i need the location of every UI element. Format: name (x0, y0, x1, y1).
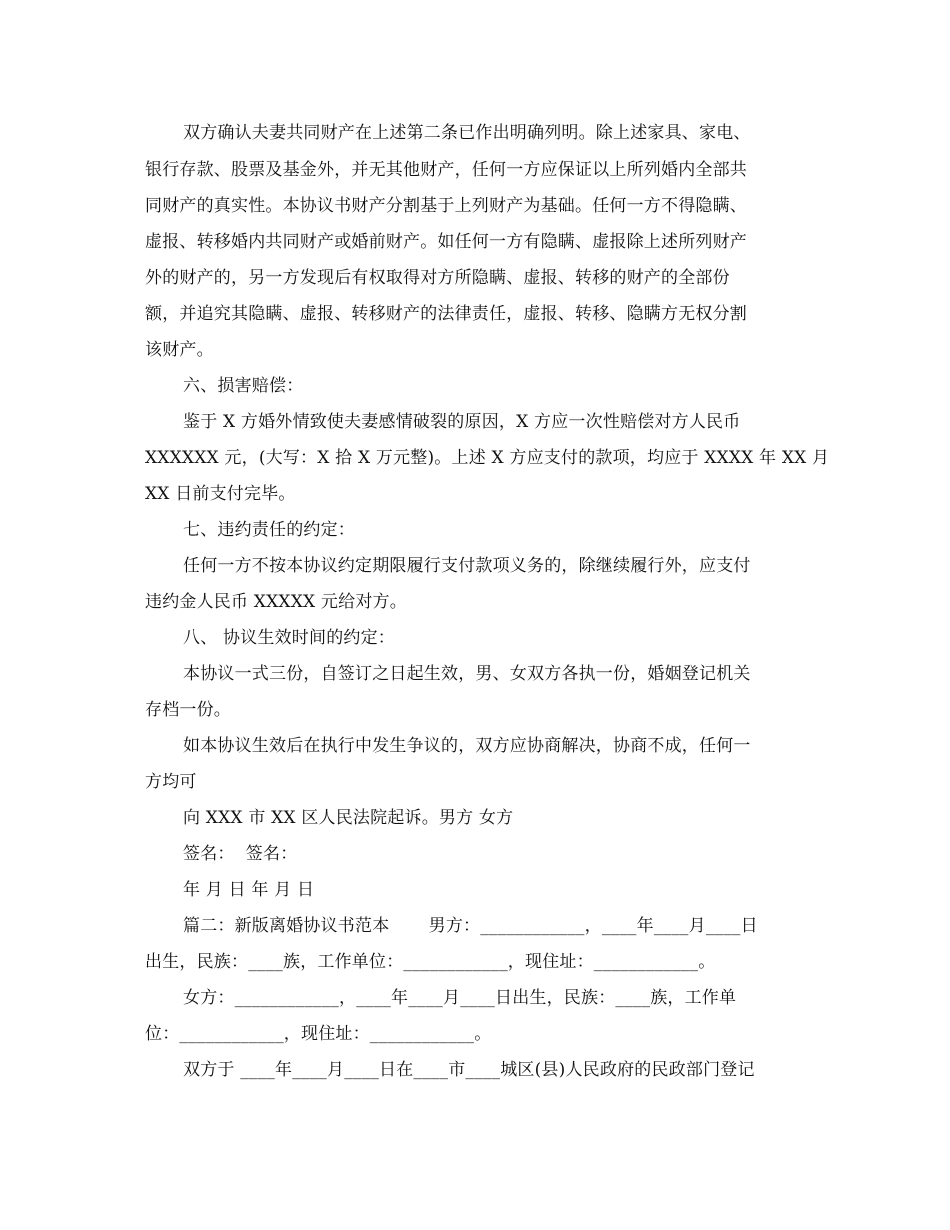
paragraph-line: 该财产。 (145, 340, 214, 360)
section-heading: 六、损害赔偿： (183, 376, 304, 396)
section-heading: 七、违约责任的约定： (183, 520, 355, 540)
paragraph-line: 违约金人民币 XXXXX 元给对方。 (145, 592, 407, 612)
paragraph-line: 出生，民族：____族，工作单位：____________，现住址：____________。 (145, 952, 716, 972)
paragraph-line: 双方确认夫妻共同财产在上述第二条已作出明确列明。除上述家具、家电、 (183, 123, 751, 143)
paragraph-line: 额，并追究其隐瞒、虚报、转移财产的法律责任，虚报、转移、隐瞒方无权分割 (145, 304, 747, 324)
paragraph-line: XXXXXX 元，(大写：X 拾 X 万元整)。上述 X 方应支付的款项，均应于 XXXX 年 XX 月 (145, 448, 830, 468)
paragraph-line: 如本协议生效后在执行中发生争议的，双方应协商解决，协商不成，任何一 (183, 736, 751, 756)
paragraph-line: 本协议一式三份，自签订之日起生效，男、女双方各执一份，婚姻登记机关 (183, 664, 751, 684)
signature-line: 签名： 签名： (183, 844, 298, 864)
paragraph-line: 银行存款、股票及基金外，并无其他财产，任何一方应保证以上所列婚内全部共 (145, 160, 747, 180)
paragraph-line: 方均可 (145, 772, 197, 792)
paragraph-line: XX 日前支付完毕。 (145, 484, 296, 504)
paragraph-line: 向 XXX 市 XX 区人民法院起诉。男方 女方 (183, 808, 514, 828)
section-heading: 八、 协议生效时间的约定： (183, 628, 396, 648)
section-heading: 篇二：新版离婚协议书范本 男方：____________，____年____月____日 (183, 916, 758, 936)
paragraph-line: 任何一方不按本协议约定期限履行支付款项义务的，除继续履行外，应支付 (183, 556, 751, 576)
paragraph-line: 鉴于 X 方婚外情致使夫妻感情破裂的原因，X 方应一次性赔偿对方人民币 (183, 412, 741, 432)
paragraph-line: 同财产的真实性。本协议书财产分割基于上列财产为基础。任何一方不得隐瞒、 (145, 196, 747, 216)
paragraph-line: 女方：____________，____年____月____日出生，民族：____族，工作单 (183, 988, 737, 1008)
paragraph-line: 虚报、转移婚内共同财产或婚前财产。如任何一方有隐瞒、虚报除上述所列财产 (145, 232, 747, 252)
paragraph-line: 外的财产的，另一方发现后有权取得对方所隐瞒、虚报、转移的财产的全部份 (145, 268, 730, 288)
paragraph-line: 存档一份。 (145, 700, 231, 720)
paragraph-line: 双方于 ____年____月____日在____市____城区(县)人民政府的民政部门登记 (183, 1060, 755, 1080)
date-line: 年 月 日 年 月 日 (183, 880, 315, 900)
paragraph-line: 位：____________，现住址：____________。 (145, 1024, 492, 1044)
